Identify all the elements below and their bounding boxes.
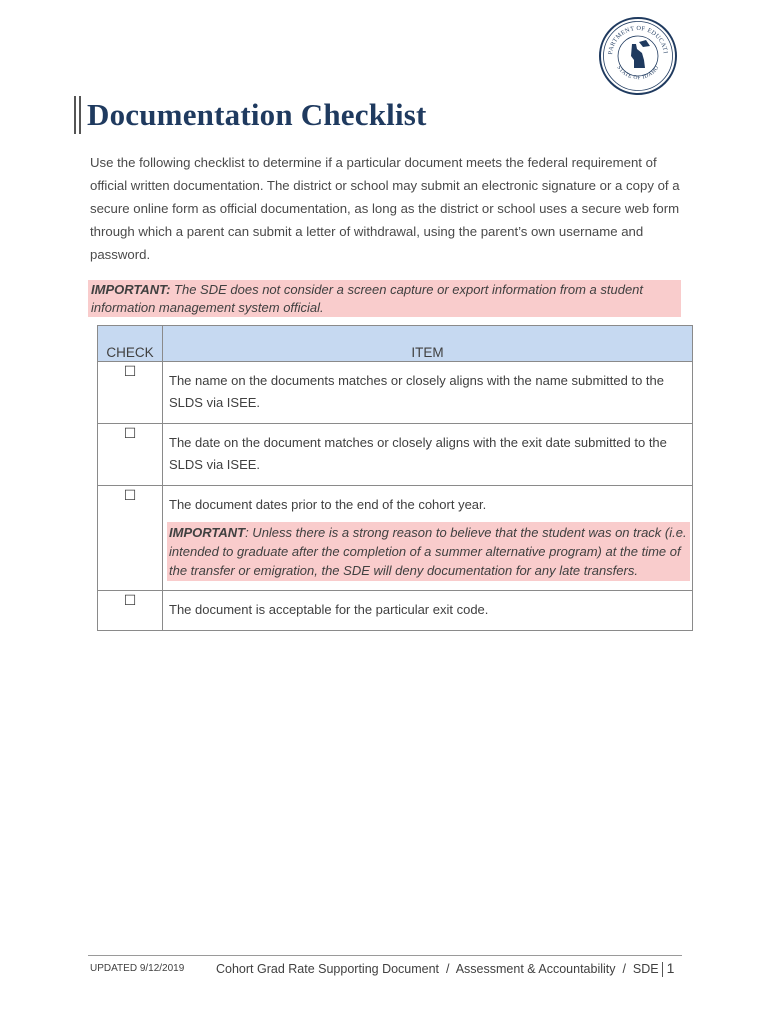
department-seal — [598, 16, 678, 96]
late-transfer-note-label: IMPORTANT — [169, 525, 246, 540]
item-text: The date on the document matches or closely aligns with the exit date submitted to the SLDS via ISEE. — [163, 424, 693, 486]
late-transfer-note — [167, 522, 690, 581]
page-title: Documentation Checklist — [87, 97, 427, 132]
table-header-row — [98, 326, 693, 362]
important-label: IMPORTANT: — [91, 282, 171, 297]
check-column-header: CHECK — [98, 326, 163, 362]
page-separator — [662, 962, 663, 977]
footer-document-info — [216, 960, 674, 977]
item-text: The document is acceptable for the particular exit code. — [163, 591, 693, 631]
seal-text-top: PARTMENT OF EDUCATI — [607, 24, 669, 55]
table-row — [98, 486, 693, 591]
item-text: The name on the documents matches or closely aligns with the name submitted to the SLDS via ISEE. — [163, 362, 693, 424]
footer-doc-title: Cohort Grad Rate Supporting Document / Assessment & Accountability / SDE — [216, 962, 659, 976]
seal-text-bottom: STATE OF IDAHO — [615, 64, 661, 82]
footer-updated: UPDATED 9/12/2019 — [90, 963, 185, 974]
item-column-header: ITEM — [163, 326, 693, 362]
table-row — [98, 591, 693, 631]
item-text: The document dates prior to the end of the cohort year. — [169, 497, 487, 512]
title-block — [74, 96, 427, 134]
intro-paragraph: Use the following checklist to determine if a particular document meets the federal requirement of official written documentation. The district or school may submit an electronic signature or a copy of a secure online form as official documentation, as long as the district or school uses a secure web form through which a parent can submit a letter of withdrawal, using the parent’s own username and password. — [90, 155, 680, 262]
checkbox[interactable]: ☐ — [98, 486, 163, 591]
table-row — [98, 362, 693, 424]
seal-graphic — [598, 16, 678, 96]
checklist-table — [97, 325, 693, 631]
important-note — [88, 280, 681, 317]
item-cell — [163, 486, 693, 591]
late-transfer-note-text: : Unless there is a strong reason to believe that the student was on track (i.e. intended to graduate after the completion of a summer alternative program) at the time of the transfer or emigration, the SDE will deny documentation for any late transfers. — [169, 525, 687, 578]
table-row — [98, 424, 693, 486]
title-bar-decoration — [74, 96, 81, 134]
footer-divider — [88, 955, 682, 956]
checkbox[interactable]: ☐ — [98, 591, 163, 631]
important-text: The SDE does not consider a screen capture or export information from a student information management system official. — [91, 282, 644, 315]
checkbox[interactable]: ☐ — [98, 362, 163, 424]
page-number: 1 — [666, 960, 675, 976]
checkbox[interactable]: ☐ — [98, 424, 163, 486]
